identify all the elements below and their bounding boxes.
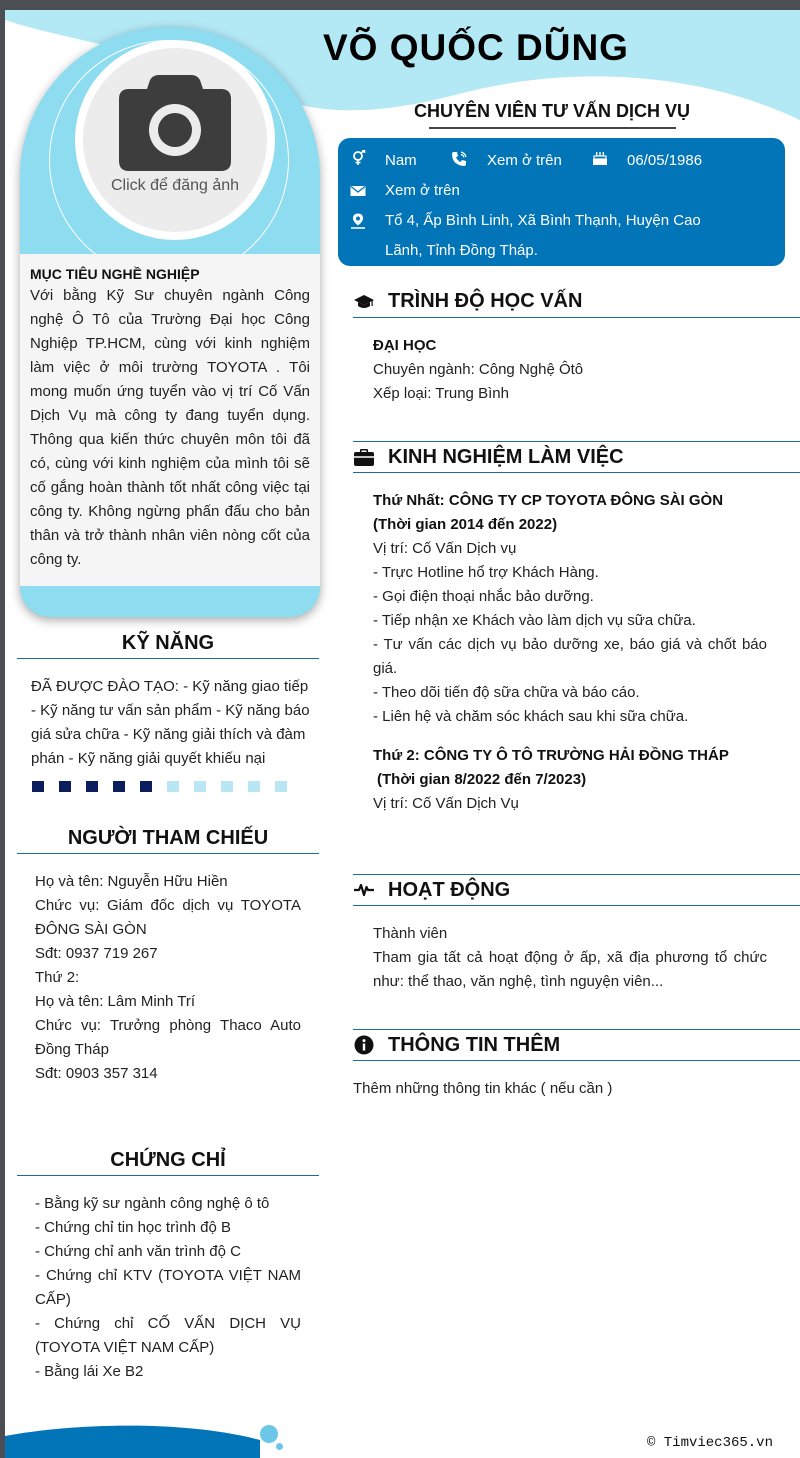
reference-line: Sđt: 0937 719 267 [35, 945, 158, 962]
job-1-line: - Gọi điện thoại nhắc bảo dưỡng. [373, 588, 594, 605]
certificate-line: - Chứng chỉ CỐ VẤN DỊCH VỤ (TOYOTA VIỆT NAM CẤP) [35, 1315, 301, 1356]
references-list [17, 854, 319, 1086]
graduation-cap-icon [354, 292, 374, 312]
skills-section [17, 632, 319, 792]
phone-text: Xem ở trên [487, 152, 562, 169]
job-2-position: Vị trí: Cố Vấn Dịch Vụ [373, 795, 519, 812]
skills-title: KỸ NĂNG [17, 632, 319, 659]
skill-level-filled [86, 781, 98, 792]
profile-card [20, 27, 320, 617]
job-1-company: Thứ Nhất: CÔNG TY CP TOYOTA ĐÔNG SÀI GÒN [373, 492, 724, 509]
email-text: Xem ở trên [385, 182, 460, 199]
activities-section [353, 874, 800, 994]
reference-line: Thứ 2: [35, 969, 80, 986]
photo-upload[interactable] [75, 40, 275, 240]
birthday-cake-icon [592, 150, 608, 166]
skill-level-filled [113, 781, 125, 792]
address-line-1: Tổ 4, Ấp Bình Linh, Xã Bình Thạnh, Huyện Cao [385, 212, 701, 229]
certificates-title: CHỨNG CHỈ [17, 1149, 319, 1176]
experience-section [353, 441, 800, 816]
job-title: CHUYÊN VIÊN TƯ VẤN DỊCH VỤ [414, 101, 690, 121]
reference-line: Họ và tên: Lâm Minh Trí [35, 993, 196, 1010]
heartbeat-icon [354, 880, 374, 900]
job-1-line: - Tư vấn các dịch vụ bảo dưỡng xe, báo giá và chốt báo giá. [373, 636, 767, 677]
education-title: TRÌNH ĐỘ HỌC VẤN [388, 290, 583, 312]
objective-title: MỤC TIÊU NGHỀ NGHIỆP [30, 266, 200, 282]
skill-level-empty [221, 781, 233, 792]
job-1-line: - Liên hệ và chăm sóc khách sau khi sữa chữa. [373, 708, 689, 725]
job-2-period: (Thời gian 8/2022 đến 7/2023) [377, 771, 587, 788]
certificate-line: - Chứng chỉ KTV (TOYOTA VIỆT NAM CẤP) [35, 1267, 301, 1308]
job-1-period: (Thời gian 2014 đến 2022) [373, 516, 558, 533]
education-degree: ĐẠI HỌC [373, 337, 437, 354]
camera-icon [119, 75, 231, 171]
education-content [353, 318, 800, 406]
skill-level-empty [275, 781, 287, 792]
reference-line: Chức vụ: Trưởng phòng Thaco Auto Đồng Tháp [35, 1017, 301, 1058]
certificates-list [17, 1176, 319, 1384]
certificate-line: - Bằng lái Xe B2 [35, 1363, 144, 1380]
references-title: NGƯỜI THAM CHIẾU [17, 827, 319, 854]
education-header [353, 286, 800, 318]
reference-line: Sđt: 0903 357 314 [35, 1065, 158, 1082]
references-section [17, 827, 319, 1086]
cv-page [5, 10, 800, 1458]
objective-text: Với bằng Kỹ Sư chuyên ngành Công nghệ Ô Tô của Trường Đại học Công Nghiệp TP.HCM, cùng với kinh nghiệm làm việc ở môi trường TOYOTA . Tôi mong muốn ứng tuyển vào vị trí Cố Vấn Dịch Vụ mà công ty đang tuyển dụng. Thông qua kiến thức chuyên môn tôi đã có, cùng với kinh nghiệm của mình tôi sẽ cố gắng hoàn thành tốt nhất công việc tại công ty. Không ngừng phấn đấu cho bản thân và trở thành nhân viên nòng cốt của công ty. [30, 287, 310, 568]
job-1-line: - Trực Hotline hổ trợ Khách Hàng. [373, 564, 599, 581]
job-1-line: - Tiếp nhận xe Khách vào làm dịch vụ sữa chữa. [373, 612, 696, 629]
extra-info-title: THÔNG TIN THÊM [388, 1033, 561, 1056]
gender-text: Nam [385, 152, 417, 169]
info-circle-icon [354, 1035, 374, 1055]
skill-level-bar [17, 771, 319, 792]
job-2-company: Thứ 2: CÔNG TY Ô TÔ TRƯỜNG HẢI ĐỒNG THÁP [373, 747, 729, 764]
copyright: © Timviec365.vn [646, 1435, 773, 1451]
skills-text: ĐÃ ĐƯỢC ĐÀO TẠO: - Kỹ năng giao tiếp - Kỹ năng tư vấn sản phẩm - Kỹ năng báo giá sửa chữa - Kỹ năng giải thích và đàm phán - Kỹ năng giải quyết khiếu nại [31, 678, 310, 767]
bubble-large [260, 1425, 278, 1443]
education-major: Chuyên ngành: Công Nghệ Ôtô [373, 361, 584, 378]
birthday-text: 06/05/1986 [627, 152, 703, 169]
extra-info-content [353, 1061, 800, 1101]
job-1-line: Vị trí: Cố Vấn Dịch vụ [373, 540, 517, 557]
briefcase-icon [354, 447, 374, 467]
skill-level-filled [140, 781, 152, 792]
bubble-small [276, 1443, 283, 1450]
activities-text: Tham gia tất cả hoạt động ở ấp, xã địa phương tổ chức như: thể thao, văn nghệ, tình nguyện viên... [373, 949, 767, 990]
activities-title: HOẠT ĐỘNG [388, 878, 511, 901]
experience-header [353, 441, 800, 473]
skill-level-empty [248, 781, 260, 792]
education-section [353, 286, 800, 406]
extra-info-text: Thêm những thông tin khác ( nếu cần ) [353, 1080, 613, 1097]
education-rank: Xếp loại: Trung Bình [373, 385, 509, 402]
extra-info-section [353, 1029, 800, 1101]
contact-box [338, 138, 785, 266]
skill-level-empty [194, 781, 206, 792]
skill-level-filled [32, 781, 44, 792]
candidate-name: VÕ QUỐC DŨNG [323, 27, 629, 68]
experience-content [353, 473, 800, 816]
phone-icon [451, 151, 467, 167]
activities-header [353, 874, 800, 906]
certificates-section [17, 1149, 319, 1384]
reference-line: Họ và tên: Nguyễn Hữu Hiền [35, 873, 228, 890]
certificate-line: - Chứng chỉ anh văn trình độ C [35, 1243, 241, 1260]
skill-level-empty [167, 781, 179, 792]
extra-info-header [353, 1029, 800, 1061]
activities-content [353, 906, 800, 994]
address-line-2: Lãnh, Tỉnh Đồng Tháp. [385, 242, 538, 259]
envelope-icon [350, 183, 366, 199]
gender-icon [350, 150, 366, 166]
skill-level-filled [59, 781, 71, 792]
photo-upload-label: Click để đăng ảnh [110, 177, 240, 194]
certificate-line: - Bằng kỹ sư ngành công nghệ ô tô [35, 1195, 270, 1212]
activities-role: Thành viên [373, 925, 448, 942]
map-marker-icon [350, 213, 366, 229]
experience-title: KINH NGHIỆM LÀM VIỆC [388, 445, 624, 468]
title-divider [429, 127, 676, 129]
career-objective [20, 254, 320, 586]
job-1-line: - Theo dõi tiến độ sữa chữa và báo cáo. [373, 684, 640, 701]
certificate-line: - Chứng chỉ tin học trình độ B [35, 1219, 231, 1236]
reference-line: Chức vụ: Giám đốc dịch vụ TOYOTA ĐÔNG SÀI GÒN [35, 897, 301, 938]
